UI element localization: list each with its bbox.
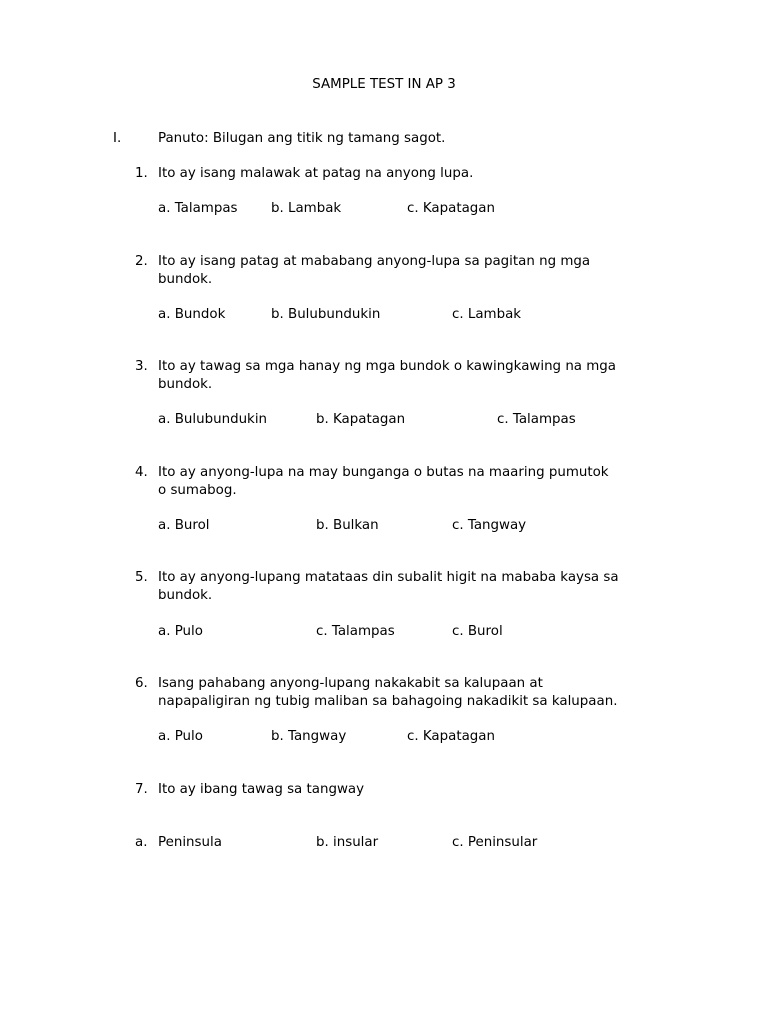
question-3-text-line-1: Ito ay tawag sa mga hanay ng mga bundok o kawingkawing na mga <box>158 359 617 374</box>
question-7-number: 7. <box>135 782 148 797</box>
question-7-choice-c: c. Peninsular <box>452 835 538 850</box>
question-6-text-line-1: Isang pahabang anyong-lupang nakakabit sa kalupaan at <box>158 676 543 691</box>
question-5-choice-c: c. Burol <box>452 624 503 639</box>
question-4-number: 4. <box>135 465 148 480</box>
question-4-text-line-2: o sumabog. <box>158 483 237 498</box>
section-number: I. <box>113 131 122 146</box>
question-7-choice-a: Peninsula <box>158 835 222 850</box>
question-3-text-line-2: bundok. <box>158 377 213 392</box>
question-6-text-line-2: napapaligiran ng tubig maliban sa bahagoing nakadikit sa kalupaan. <box>158 694 618 709</box>
question-3-choice-b: b. Kapatagan <box>316 412 406 427</box>
question-4-choice-a: a. Burol <box>158 518 210 533</box>
question-4-text-line-1: Ito ay anyong-lupa na may bunganga o butas na maaring pumutok <box>158 465 609 480</box>
question-5-number: 5. <box>135 570 148 585</box>
question-4-choice-c: c. Tangway <box>452 518 527 533</box>
question-2-choice-c: c. Lambak <box>452 307 522 322</box>
question-3-choice-c: c. Talampas <box>497 412 576 427</box>
question-5-choice-b: c. Talampas <box>316 624 395 639</box>
question-1-number: 1. <box>135 166 148 181</box>
question-2-choice-a: a. Bundok <box>158 307 226 322</box>
question-3-number: 3. <box>135 359 148 374</box>
question-7-choice-a-letter: a. <box>135 835 148 850</box>
question-2-text-line-2: bundok. <box>158 272 213 287</box>
question-2-text-line-1: Ito ay isang patag at mababang anyong-lupa sa pagitan ng mga <box>158 254 591 269</box>
question-3-choice-a: a. Bulubundukin <box>158 412 268 427</box>
page-title: SAMPLE TEST IN AP 3 <box>312 77 456 92</box>
question-7-choice-b: b. insular <box>316 835 379 850</box>
question-1-choice-a: a. Talampas <box>158 201 238 216</box>
question-1-choice-c: c. Kapatagan <box>407 201 495 216</box>
question-6-choice-c: c. Kapatagan <box>407 729 495 744</box>
instruction: Panuto: Bilugan ang titik ng tamang sagot. <box>158 131 446 146</box>
question-6-number: 6. <box>135 676 148 691</box>
question-7-text: Ito ay ibang tawag sa tangway <box>158 782 365 797</box>
question-4-choice-b: b. Bulkan <box>316 518 379 533</box>
question-1-text: Ito ay isang malawak at patag na anyong lupa. <box>158 166 474 181</box>
question-5-text-line-2: bundok. <box>158 588 213 603</box>
question-1-choice-b: b. Lambak <box>271 201 342 216</box>
question-6-choice-a: a. Pulo <box>158 729 203 744</box>
question-6-choice-b: b. Tangway <box>271 729 347 744</box>
question-5-choice-a: a. Pulo <box>158 624 203 639</box>
question-2-choice-b: b. Bulubundukin <box>271 307 381 322</box>
question-5-text-line-1: Ito ay anyong-lupang matataas din subalit higit na mababa kaysa sa <box>158 570 619 585</box>
question-2-number: 2. <box>135 254 148 269</box>
